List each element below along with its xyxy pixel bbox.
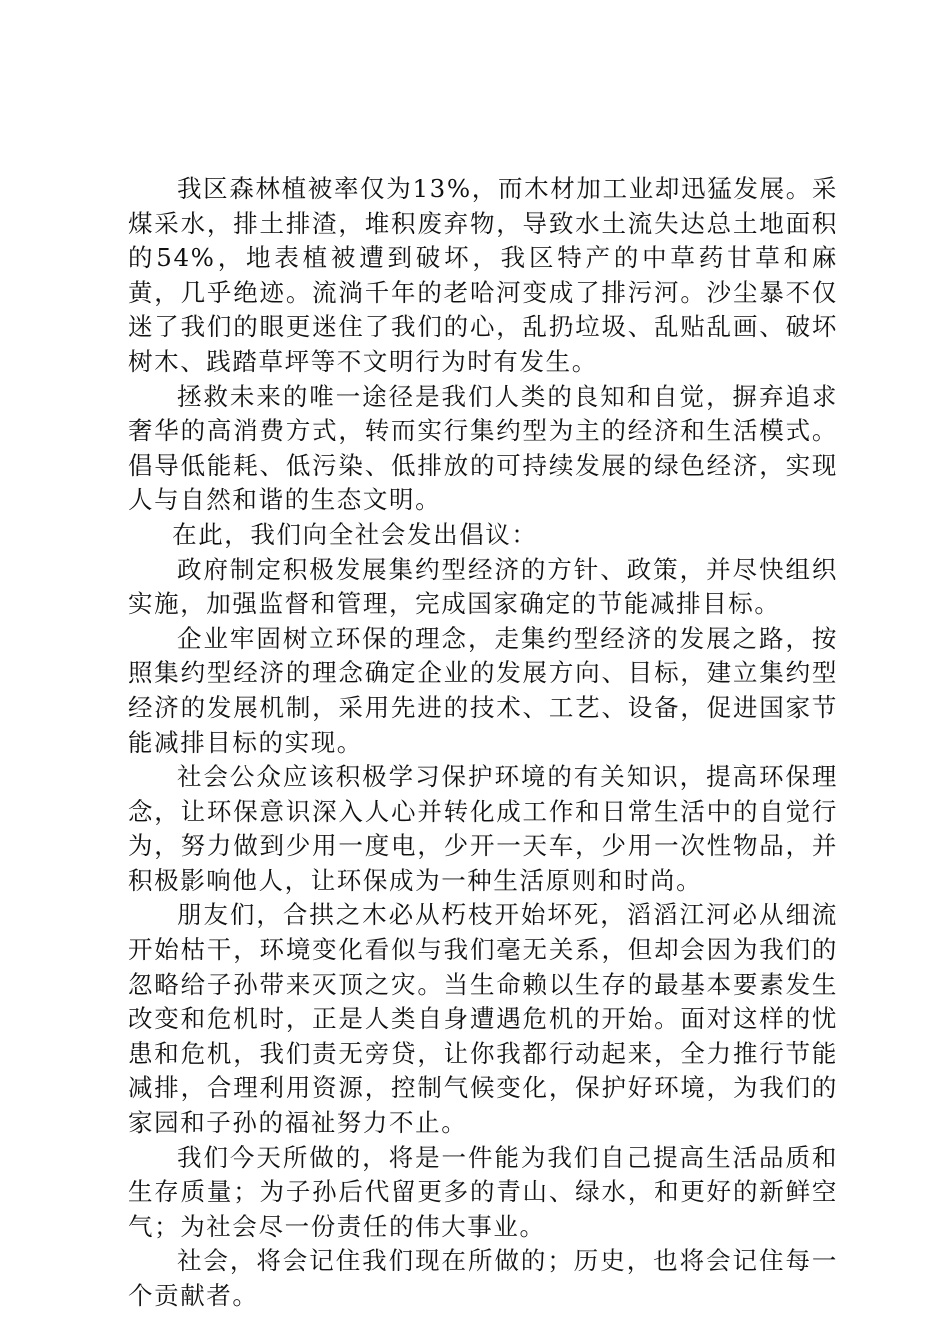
paragraph-proposal-intro: 在此，我们向全社会发出倡议： bbox=[172, 519, 538, 549]
document-body bbox=[128, 172, 838, 1314]
paragraph-way-to-save-future: 拯救未来的唯一途径是我们人类的良知和自觉，摒弃追求奢华的高消费方式，转而实行集约型为主的经济和生活模式。倡导低能耗、低污染、低排放的可持续发展的绿色经济，实现人与自然和谐的生态文明。 bbox=[128, 381, 838, 515]
paragraph-enterprise: 企业牢固树立环保的理念，走集约型经济的发展之路，按照集约型经济的理念确定企业的发展方向、目标，建立集约型经济的发展机制，采用先进的技术、工艺、设备，促进国家节能减排目标的实现。 bbox=[128, 623, 838, 757]
paragraph-what-we-do-today: 我们今天所做的，将是一件能为我们自己提高生活品质和生存质量；为子孙后代留更多的青山、绿水，和更好的新鲜空气；为社会尽一份责任的伟大事业。 bbox=[128, 1142, 838, 1241]
paragraph-friends: 朋友们，合拱之木必从朽枝开始坏死，滔滔江河必从细流开始枯干，环境变化看似与我们毫无关系，但却会因为我们的忽略给子孙带来灭顶之灾。当生命赖以生存的最基本要素发生改变和危机时，正是人类自身遭遇危机的开始。面对这样的忧患和危机，我们责无旁贷，让你我都行动起来，全力推行节能减排，合理利用资源，控制气候变化，保护好环境，为我们的家园和子孙的福祉努力不止。 bbox=[128, 900, 838, 1138]
paragraph-government: 政府制定积极发展集约型经济的方针、政策，并尽快组织实施，加强监督和管理，完成国家确定的节能减排目标。 bbox=[128, 554, 838, 619]
paragraph-forest-coverage: 我区森林植被率仅为13%，而木材加工业却迅猛发展。采煤采水，排土排渣，堆积废弃物，导致水土流失达总土地面积的54%，地表植被遭到破坏，我区特产的中草药甘草和麻黄，几乎绝迹。流淌千年的老哈河变成了排污河。沙尘暴不仅迷了我们的眼更迷住了我们的心，乱扔垃圾、乱贴乱画、破坏树木、践踏草坪等不文明行为时有发生。 bbox=[128, 174, 838, 376]
paragraph-public: 社会公众应该积极学习保护环境的有关知识，提高环保理念，让环保意识深入人心并转化成工作和日常生活中的自觉行为，努力做到少用一度电，少开一天车，少用一次性物品，并积极影响他人，让环保成为一种生活原则和时尚。 bbox=[128, 762, 838, 895]
paragraph-society-remembers: 社会，将会记住我们现在所做的；历史，也将会记住每一个贡献者。 bbox=[128, 1246, 838, 1310]
